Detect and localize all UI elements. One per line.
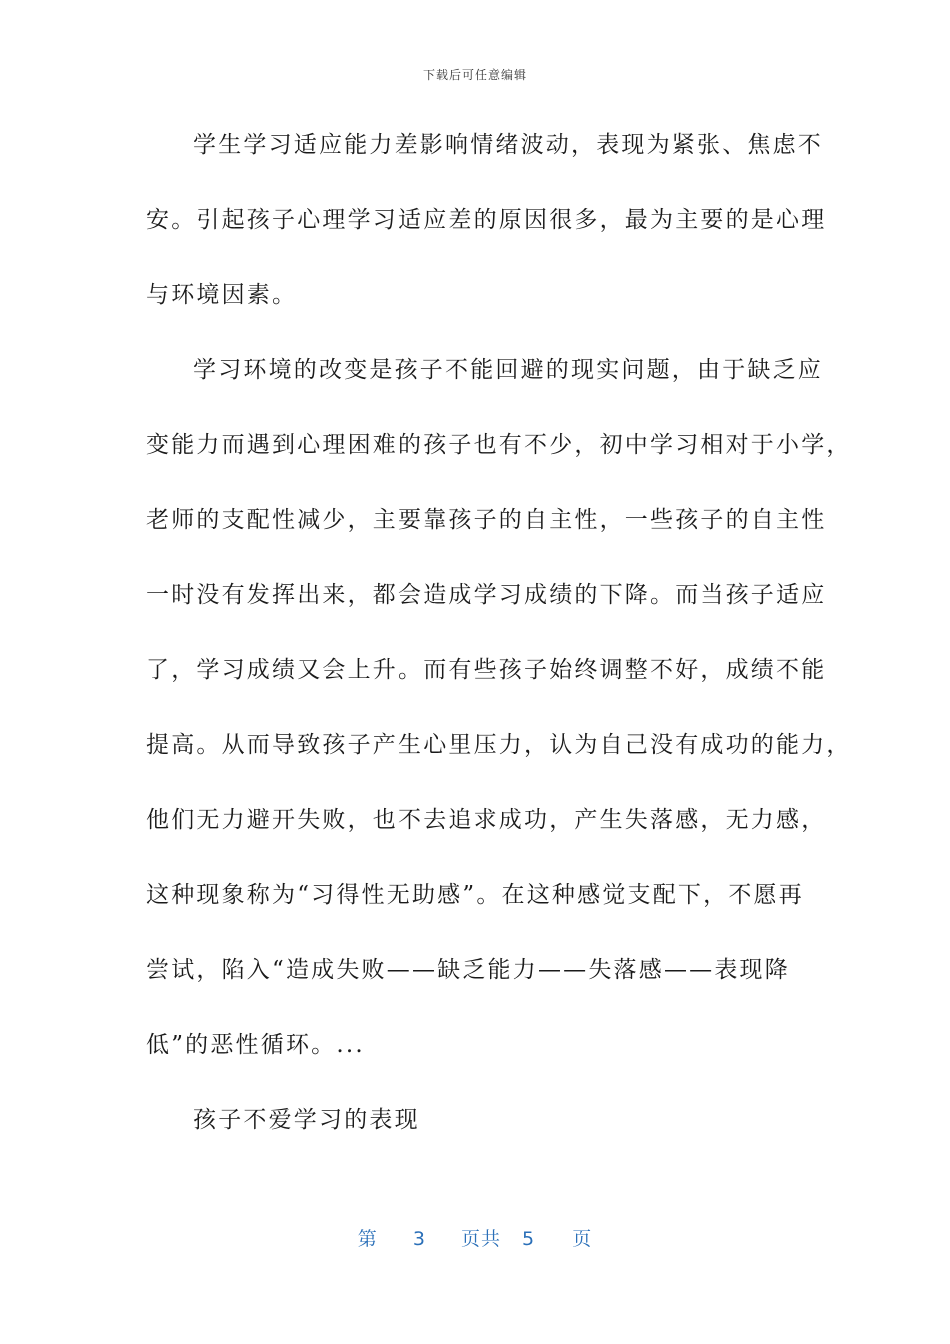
footer-middle: 页共 <box>460 1228 501 1250</box>
page-number-footer <box>0 1224 950 1251</box>
section-heading: 孩子不爱学习的表现 <box>193 1107 420 1133</box>
paragraph-3 <box>146 1083 810 1158</box>
paragraph-line: 变能力而遇到心理困难的孩子也有不少，初中学习相对于小学， <box>146 432 852 458</box>
paragraph-line: 学习环境的改变是孩子不能回避的现实问题，由于缺乏应 <box>193 357 823 383</box>
footer-suffix: 页 <box>572 1228 593 1250</box>
paragraph-line: 安。引起孩子心理学习适应差的原因很多，最为主要的是心理 <box>146 207 827 233</box>
paragraph-line: 一时没有发挥出来，都会造成学习成绩的下降。而当孩子适应 <box>146 582 827 608</box>
total-page-number: 5 <box>522 1228 536 1250</box>
paragraph-line: 与环境因素。 <box>146 282 298 308</box>
paragraph-line: 他们无力避开失败，也不去追求成功，产生失落感，无力感， <box>146 807 827 833</box>
page-header: 下载后可任意编辑 <box>422 68 527 82</box>
current-page-number: 3 <box>412 1228 426 1250</box>
paragraph-line: 低”的恶性循环。... <box>146 1032 365 1058</box>
document-body <box>146 108 852 1158</box>
paragraph-line: 学生学习适应能力差影响情绪波动，表现为紧张、焦虑不 <box>193 132 823 158</box>
paragraph-line: 了，学习成绩又会上升。而有些孩子始终调整不好，成绩不能 <box>146 657 827 683</box>
paragraph-line: 尝试，陷入“造成失败——缺乏能力——失落感——表现降 <box>146 957 790 983</box>
paragraph-line: 提高。从而导致孩子产生心里压力，认为自己没有成功的能力， <box>146 732 852 758</box>
footer-prefix: 第 <box>357 1228 378 1250</box>
paragraph-1 <box>146 108 827 333</box>
paragraph-line: 这种现象称为“习得性无助感”。在这种感觉支配下，不愿再 <box>146 882 804 908</box>
paragraph-2 <box>146 333 852 1083</box>
paragraph-line: 老师的支配性减少，主要靠孩子的自主性，一些孩子的自主性 <box>146 507 827 533</box>
